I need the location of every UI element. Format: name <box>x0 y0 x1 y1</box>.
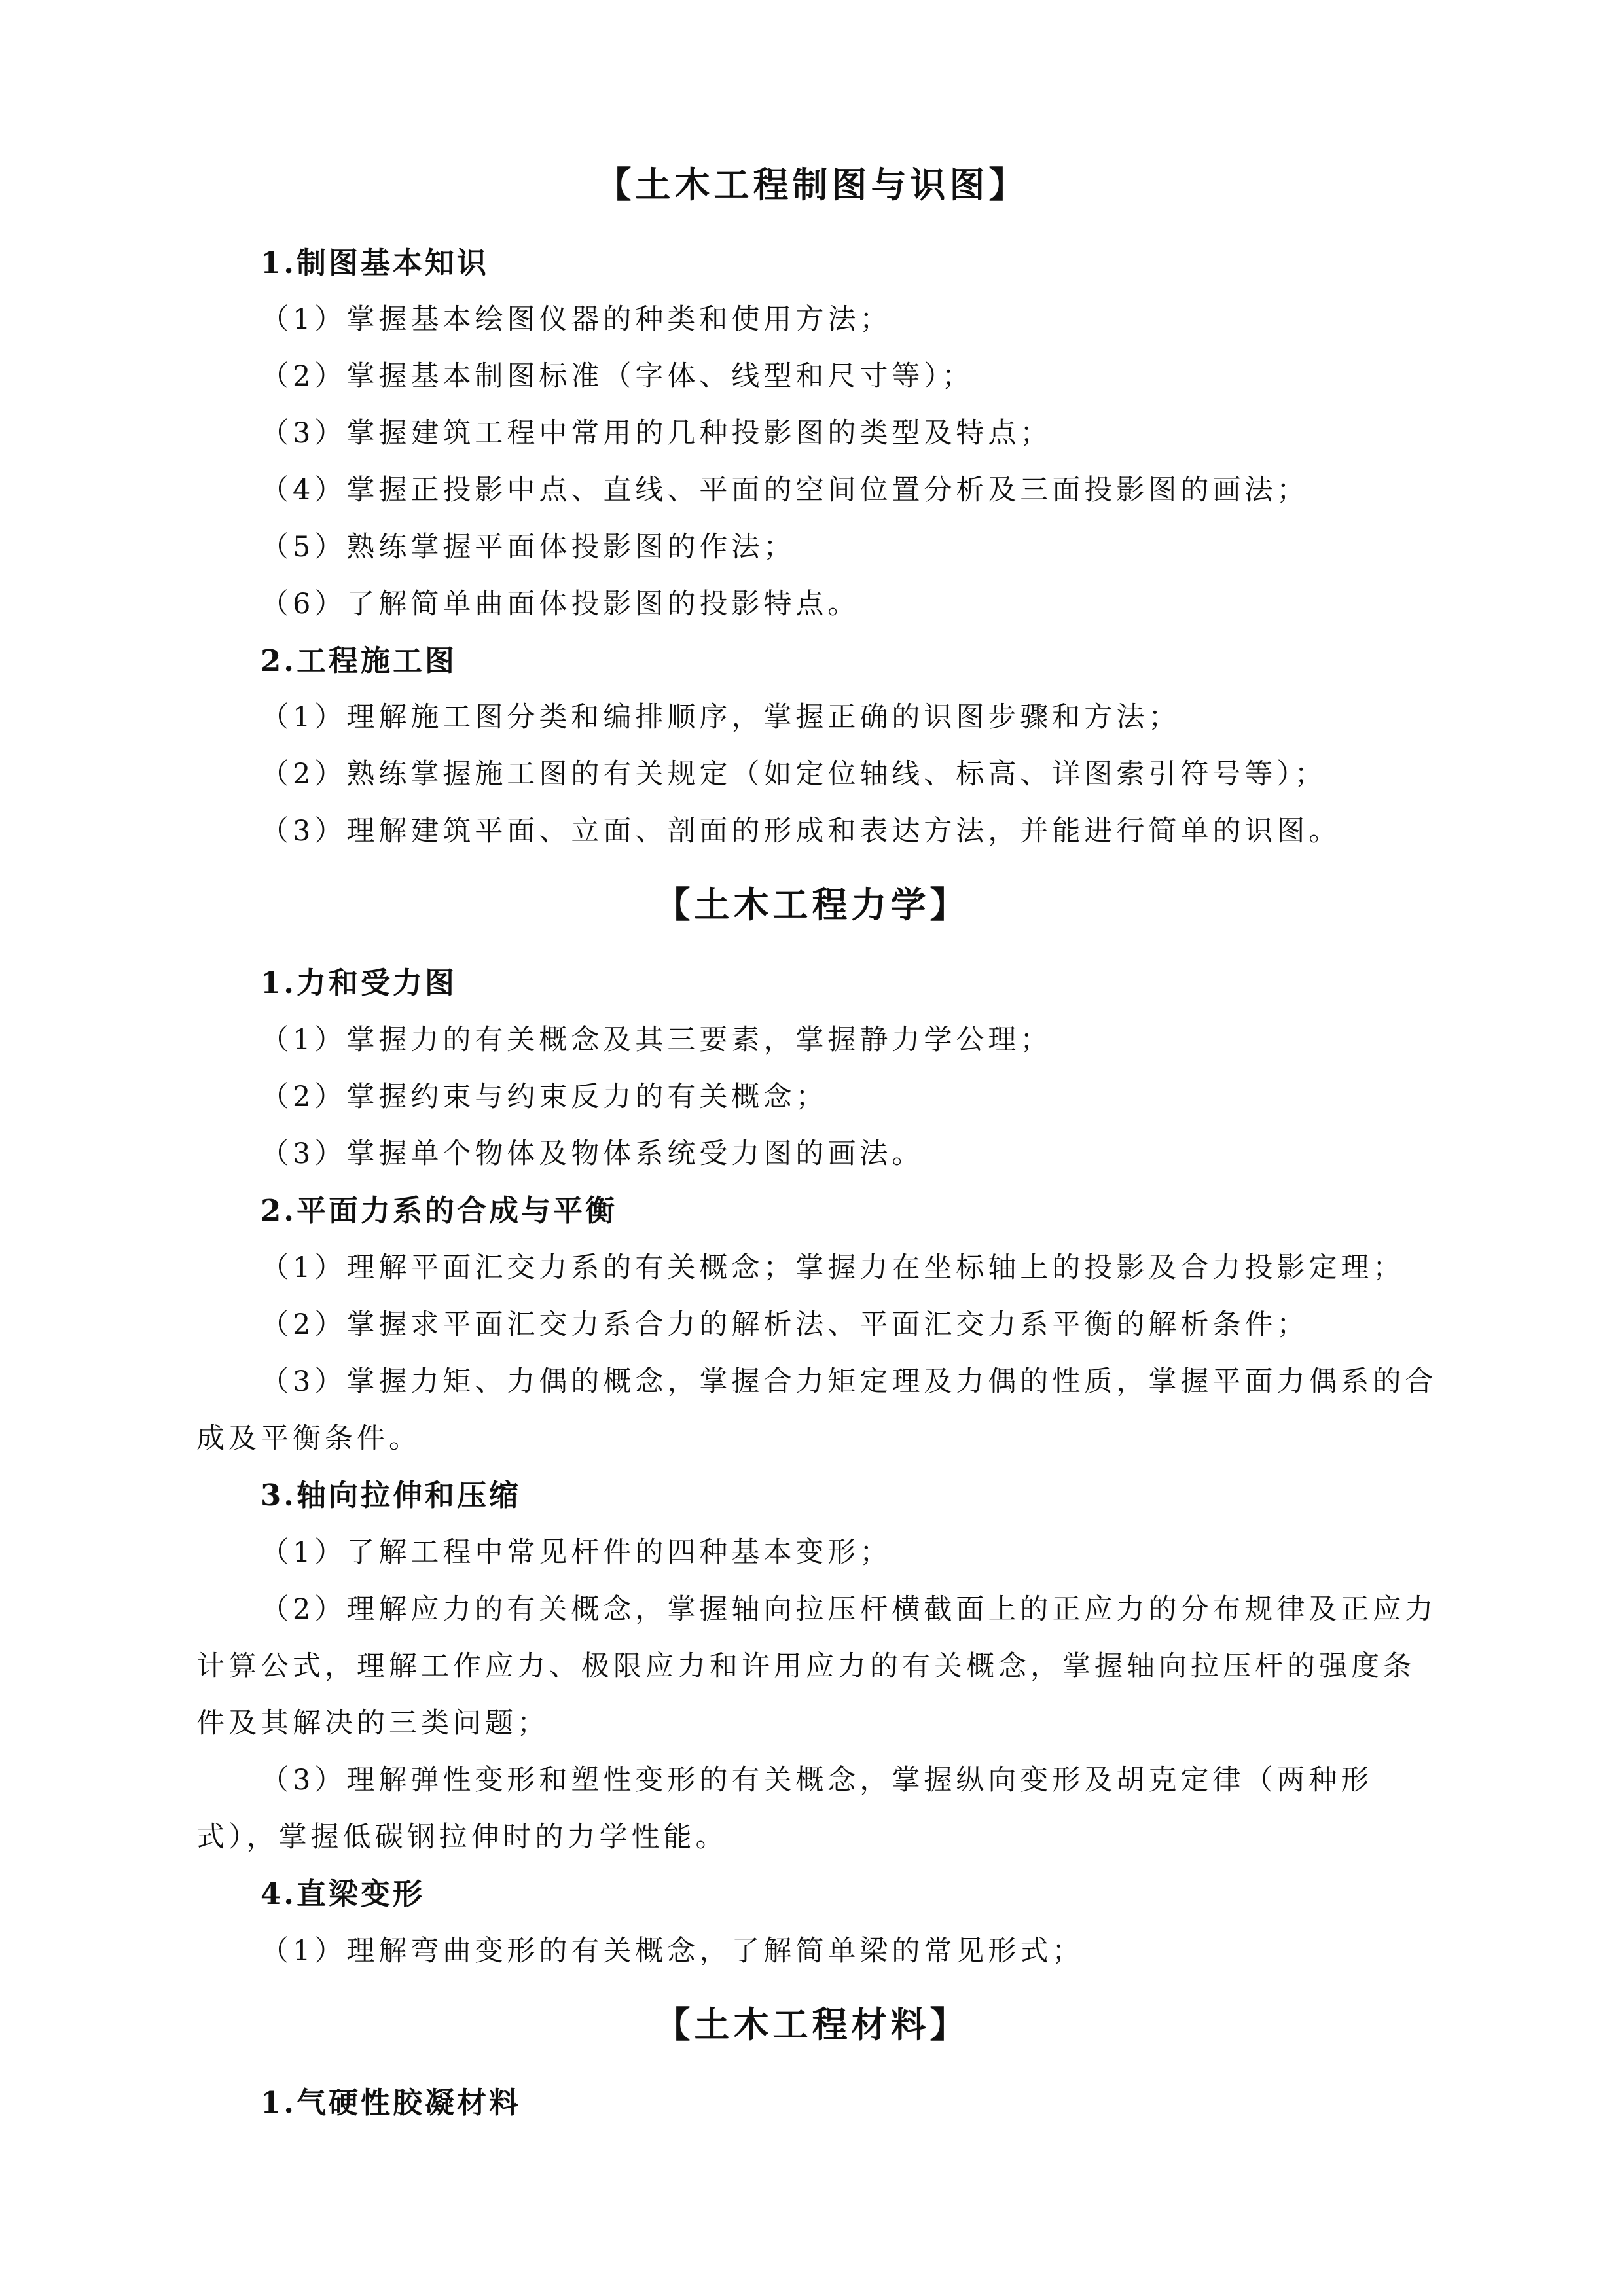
list-item: （3）掌握建筑工程中常用的几种投影图的类型及特点； <box>261 417 1053 450</box>
subsection-heading: 2.工程施工图 <box>261 643 457 678</box>
list-item: （1）理解弯曲变形的有关概念，了解简单梁的常见形式； <box>261 1935 1085 1967</box>
list-item: （4）掌握正投影中点、直线、平面的空间位置分析及三面投影图的画法； <box>261 474 1309 507</box>
list-item-continuation: 计算公式，理解工作应力、极限应力和许用应力的有关概念，掌握轴向拉压杆的强度条 <box>196 1650 1415 1683</box>
list-item: （5）熟练掌握平面体投影图的作法； <box>261 531 796 564</box>
list-item: （3）掌握单个物体及物体系统受力图的画法。 <box>261 1138 924 1170</box>
subsection-heading: 3.轴向拉伸和压缩 <box>261 1478 521 1513</box>
list-item: （1）了解工程中常见杆件的四种基本变形； <box>261 1536 892 1569</box>
list-item: （1）掌握力的有关概念及其三要素，掌握静力学公理； <box>261 1024 1053 1056</box>
list-item: （2）掌握求平面汇交力系合力的解析法、平面汇交力系平衡的解析条件； <box>261 1308 1309 1341</box>
subsection-heading: 1.力和受力图 <box>261 965 457 1000</box>
list-item: （2）熟练掌握施工图的有关规定（如定位轴线、标高、详图索引符号等）； <box>261 758 1327 791</box>
section-title: 【土木工程制图与识图】 <box>596 164 1028 206</box>
list-item: （3）掌握力矩、力偶的概念，掌握合力矩定理及力偶的性质，掌握平面力偶系的合 <box>261 1365 1437 1398</box>
list-item-continuation: 成及平衡条件。 <box>196 1422 421 1455</box>
list-item: （2）理解应力的有关概念，掌握轴向拉压杆横截面上的正应力的分布规律及正应力 <box>261 1593 1437 1626</box>
list-item: （2）掌握基本制图标准（字体、线型和尺寸等）； <box>261 360 974 393</box>
subsection-heading: 1.气硬性胶凝材料 <box>261 2085 521 2120</box>
list-item: （3）理解弹性变形和塑性变形的有关概念，掌握纵向变形及胡克定律（两种形 <box>261 1764 1373 1797</box>
list-item-continuation: 件及其解决的三类问题； <box>196 1707 549 1740</box>
subsection-heading: 1.制图基本知识 <box>261 245 489 280</box>
list-item: （3）理解建筑平面、立面、剖面的形成和表达方法，并能进行简单的识图。 <box>261 815 1341 848</box>
list-item: （2）掌握约束与约束反力的有关概念； <box>261 1081 828 1113</box>
section-title: 【土木工程力学】 <box>655 884 969 925</box>
subsection-heading: 4.直梁变形 <box>261 1876 425 1911</box>
list-item: （1）掌握基本绘图仪器的种类和使用方法； <box>261 303 892 336</box>
list-item-continuation: 式），掌握低碳钢拉伸时的力学性能。 <box>196 1821 728 1854</box>
list-item: （6）了解简单曲面体投影图的投影特点。 <box>261 588 860 620</box>
section-title: 【土木工程材料】 <box>655 2003 969 2045</box>
list-item: （1）理解平面汇交力系的有关概念；掌握力在坐标轴上的投影及合力投影定理； <box>261 1251 1405 1284</box>
list-item: （1）理解施工图分类和编排顺序，掌握正确的识图步骤和方法； <box>261 701 1181 734</box>
subsection-heading: 2.平面力系的合成与平衡 <box>261 1193 617 1228</box>
